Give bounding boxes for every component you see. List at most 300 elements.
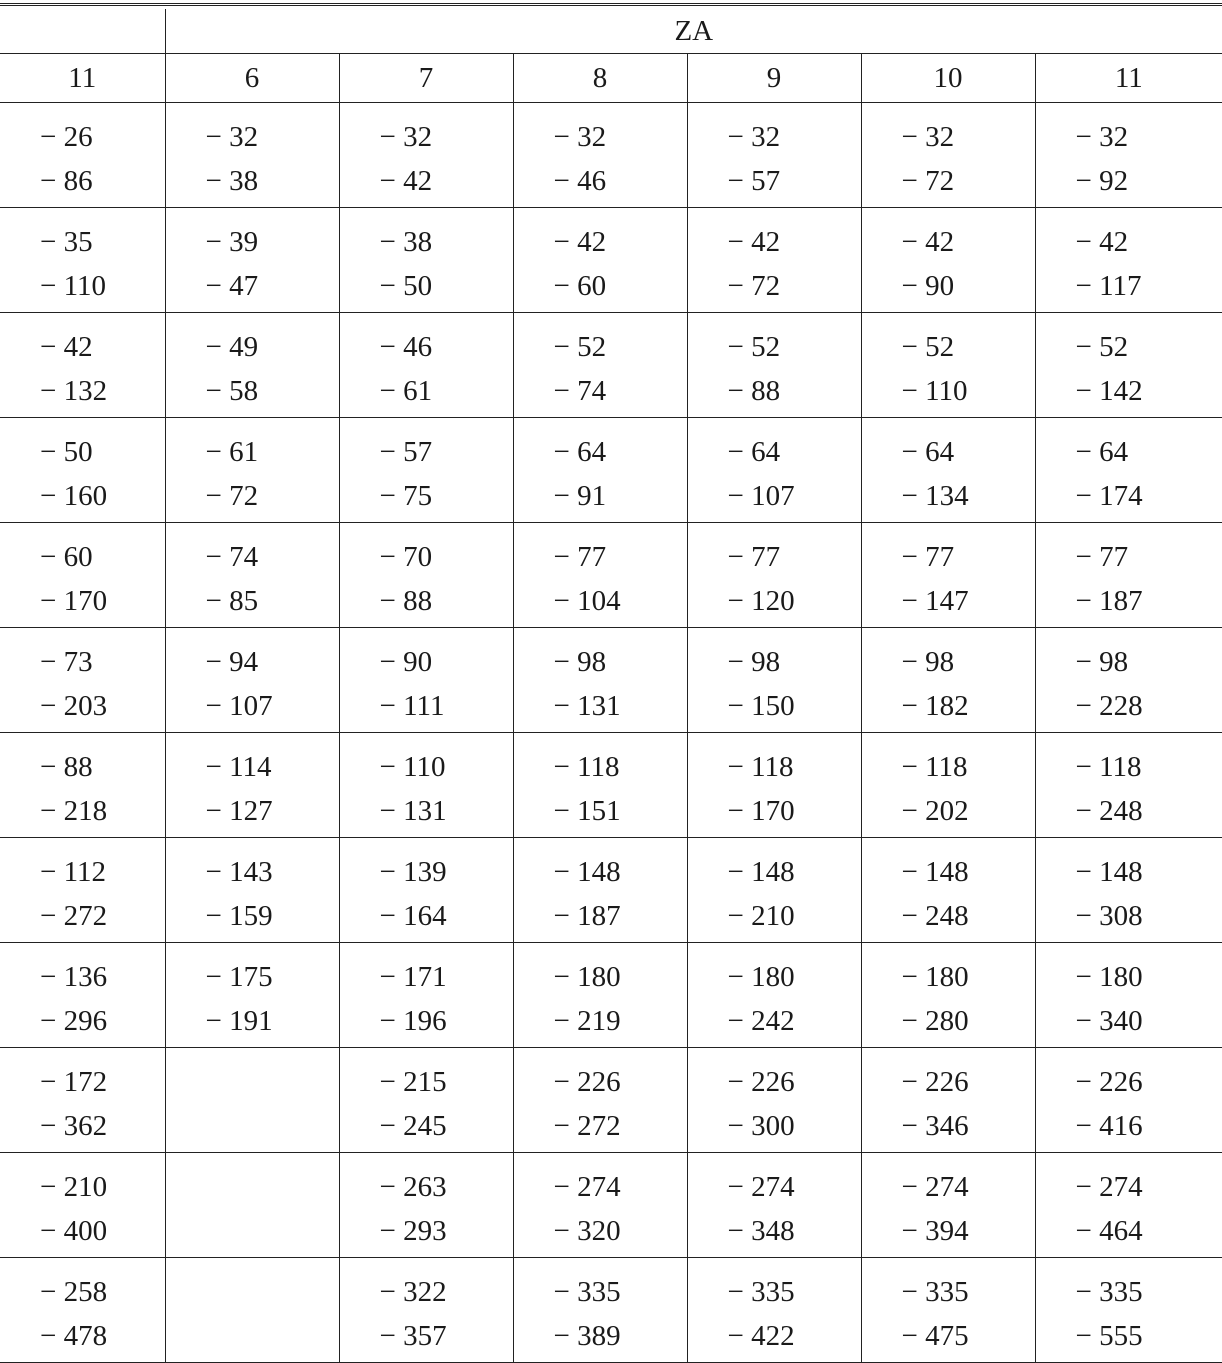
upper-deviation: − 52 xyxy=(1076,325,1222,369)
upper-deviation: − 73 xyxy=(40,640,165,684)
table-row xyxy=(0,1153,1222,1258)
upper-deviation: − 50 xyxy=(40,430,165,474)
upper-deviation: − 112 xyxy=(40,850,165,894)
upper-deviation: − 114 xyxy=(206,745,339,789)
lower-deviation: − 245 xyxy=(380,1104,513,1148)
upper-deviation: − 90 xyxy=(380,640,513,684)
lower-deviation: − 555 xyxy=(1076,1314,1222,1358)
cell-values xyxy=(862,628,1035,728)
table-cell xyxy=(513,523,687,628)
cell-values xyxy=(514,208,687,308)
upper-deviation: − 98 xyxy=(1076,640,1222,684)
lower-deviation: − 85 xyxy=(206,579,339,623)
table-cell xyxy=(687,838,861,943)
table-cell xyxy=(861,733,1035,838)
lower-deviation: − 131 xyxy=(554,684,687,728)
cell-values xyxy=(1036,1258,1222,1358)
upper-deviation: − 77 xyxy=(1076,535,1222,579)
lower-deviation xyxy=(206,1104,339,1148)
table-cell xyxy=(1035,1258,1222,1363)
lower-deviation: − 104 xyxy=(554,579,687,623)
cell-values xyxy=(340,103,513,203)
column-header: 10 xyxy=(861,54,1035,103)
lower-deviation: − 132 xyxy=(40,369,165,413)
table-cell xyxy=(165,103,339,208)
cell-values xyxy=(862,208,1035,308)
lower-deviation: − 38 xyxy=(206,159,339,203)
lower-deviation: − 340 xyxy=(1076,999,1222,1043)
table-cell xyxy=(861,313,1035,418)
table-cell xyxy=(687,628,861,733)
upper-deviation: − 32 xyxy=(554,115,687,159)
table-cell xyxy=(513,838,687,943)
cell-values xyxy=(166,1048,339,1148)
table-cell xyxy=(1035,838,1222,943)
lower-deviation: − 191 xyxy=(206,999,339,1043)
lower-deviation: − 357 xyxy=(380,1314,513,1358)
table-cell xyxy=(513,733,687,838)
table-cell xyxy=(1035,733,1222,838)
upper-deviation: − 32 xyxy=(380,115,513,159)
cell-values xyxy=(688,943,861,1043)
table-cell xyxy=(861,208,1035,313)
table-cell xyxy=(339,628,513,733)
table-cell xyxy=(0,943,165,1048)
cell-values xyxy=(688,1258,861,1358)
lower-deviation: − 131 xyxy=(380,789,513,833)
column-header: 11 xyxy=(0,54,165,103)
cell-values xyxy=(340,418,513,518)
lower-deviation: − 170 xyxy=(40,579,165,623)
cell-values xyxy=(1036,313,1222,413)
table-row xyxy=(0,1258,1222,1363)
upper-deviation: − 136 xyxy=(40,955,165,999)
table-cell xyxy=(0,313,165,418)
cell-values xyxy=(340,628,513,728)
lower-deviation: − 57 xyxy=(728,159,861,203)
upper-deviation: − 171 xyxy=(380,955,513,999)
table-cell xyxy=(165,628,339,733)
upper-deviation: − 335 xyxy=(728,1270,861,1314)
cell-values xyxy=(1036,943,1222,1043)
table-cell xyxy=(861,1048,1035,1153)
cell-values xyxy=(0,628,165,728)
cell-values xyxy=(688,103,861,203)
column-header: 6 xyxy=(165,54,339,103)
table-cell xyxy=(339,1258,513,1363)
lower-deviation: − 58 xyxy=(206,369,339,413)
table-cell xyxy=(1035,1048,1222,1153)
lower-deviation: − 187 xyxy=(1076,579,1222,623)
cell-values xyxy=(340,1153,513,1253)
table-cell xyxy=(339,1153,513,1258)
cell-values xyxy=(514,628,687,728)
lower-deviation: − 308 xyxy=(1076,894,1222,938)
cell-values xyxy=(514,313,687,413)
table-cell xyxy=(1035,418,1222,523)
cell-values xyxy=(340,1258,513,1358)
table-cell xyxy=(513,313,687,418)
upper-deviation: − 274 xyxy=(728,1165,861,1209)
cell-values xyxy=(166,103,339,203)
lower-deviation: − 174 xyxy=(1076,474,1222,518)
upper-deviation: − 210 xyxy=(40,1165,165,1209)
upper-deviation: − 32 xyxy=(1076,115,1222,159)
cell-values xyxy=(1036,208,1222,308)
upper-deviation: − 180 xyxy=(1076,955,1222,999)
table-cell xyxy=(0,523,165,628)
table-row xyxy=(0,208,1222,313)
upper-deviation: − 88 xyxy=(40,745,165,789)
table-cell xyxy=(165,418,339,523)
upper-deviation: − 64 xyxy=(1076,430,1222,474)
cell-values xyxy=(0,418,165,518)
cell-values xyxy=(166,628,339,728)
upper-deviation: − 118 xyxy=(902,745,1035,789)
lower-deviation: − 75 xyxy=(380,474,513,518)
lower-deviation: − 219 xyxy=(554,999,687,1043)
lower-deviation: − 86 xyxy=(40,159,165,203)
upper-deviation: − 274 xyxy=(1076,1165,1222,1209)
table-cell xyxy=(687,313,861,418)
table-cell xyxy=(687,1048,861,1153)
upper-deviation: − 46 xyxy=(380,325,513,369)
upper-deviation: − 38 xyxy=(380,220,513,264)
cell-values xyxy=(862,943,1035,1043)
lower-deviation: − 182 xyxy=(902,684,1035,728)
lower-deviation: − 346 xyxy=(902,1104,1035,1148)
upper-deviation: − 32 xyxy=(902,115,1035,159)
lower-deviation: − 127 xyxy=(206,789,339,833)
table-cell xyxy=(0,733,165,838)
lower-deviation: − 50 xyxy=(380,264,513,308)
table-cell xyxy=(861,103,1035,208)
lower-deviation: − 91 xyxy=(554,474,687,518)
upper-deviation: − 274 xyxy=(554,1165,687,1209)
upper-deviation: − 74 xyxy=(206,535,339,579)
upper-deviation: − 215 xyxy=(380,1060,513,1104)
table-cell xyxy=(861,1153,1035,1258)
table-cell xyxy=(0,418,165,523)
upper-deviation: − 52 xyxy=(728,325,861,369)
upper-deviation: − 226 xyxy=(728,1060,861,1104)
lower-deviation: − 210 xyxy=(728,894,861,938)
table-cell xyxy=(687,208,861,313)
table-cell xyxy=(513,1258,687,1363)
upper-deviation: − 32 xyxy=(206,115,339,159)
table-cell xyxy=(1035,313,1222,418)
lower-deviation: − 47 xyxy=(206,264,339,308)
lower-deviation: − 92 xyxy=(1076,159,1222,203)
lower-deviation: − 107 xyxy=(728,474,861,518)
lower-deviation: − 110 xyxy=(40,264,165,308)
cell-values xyxy=(862,838,1035,938)
upper-deviation: − 98 xyxy=(554,640,687,684)
upper-deviation: − 32 xyxy=(728,115,861,159)
lower-deviation: − 117 xyxy=(1076,264,1222,308)
upper-deviation: − 110 xyxy=(380,745,513,789)
table-row xyxy=(0,523,1222,628)
lower-deviation: − 394 xyxy=(902,1209,1035,1253)
table-cell xyxy=(687,1153,861,1258)
top-double-rule xyxy=(0,3,1222,6)
cell-values xyxy=(1036,1153,1222,1253)
cell-values xyxy=(340,733,513,833)
table-row xyxy=(0,733,1222,838)
cell-values xyxy=(688,838,861,938)
cell-values xyxy=(862,523,1035,623)
table-cell xyxy=(513,208,687,313)
table-cell xyxy=(861,1258,1035,1363)
upper-deviation: − 118 xyxy=(554,745,687,789)
upper-deviation xyxy=(206,1060,339,1104)
cell-values xyxy=(514,1258,687,1358)
table-cell xyxy=(0,838,165,943)
cell-values xyxy=(0,943,165,1043)
cell-values xyxy=(862,103,1035,203)
upper-deviation: − 70 xyxy=(380,535,513,579)
tolerance-table xyxy=(0,9,1222,1363)
table-cell xyxy=(861,943,1035,1048)
lower-deviation: − 72 xyxy=(206,474,339,518)
upper-deviation: − 148 xyxy=(728,850,861,894)
upper-deviation: − 42 xyxy=(902,220,1035,264)
lower-deviation: − 248 xyxy=(1076,789,1222,833)
upper-deviation: − 226 xyxy=(554,1060,687,1104)
lower-deviation: − 61 xyxy=(380,369,513,413)
cell-values xyxy=(1036,103,1222,203)
table-cell xyxy=(0,1153,165,1258)
upper-deviation xyxy=(206,1270,339,1314)
table-cell xyxy=(1035,628,1222,733)
upper-deviation: − 98 xyxy=(728,640,861,684)
upper-deviation: − 180 xyxy=(728,955,861,999)
cell-values xyxy=(0,103,165,203)
cell-values xyxy=(862,313,1035,413)
table-cell xyxy=(339,313,513,418)
cell-values xyxy=(166,418,339,518)
table-cell xyxy=(1035,943,1222,1048)
table-row xyxy=(0,103,1222,208)
lower-deviation: − 187 xyxy=(554,894,687,938)
cell-values xyxy=(166,943,339,1043)
table-cell xyxy=(339,208,513,313)
upper-deviation: − 180 xyxy=(554,955,687,999)
cell-values xyxy=(166,733,339,833)
lower-deviation: − 228 xyxy=(1076,684,1222,728)
lower-deviation: − 218 xyxy=(40,789,165,833)
lower-deviation: − 110 xyxy=(902,369,1035,413)
lower-deviation: − 160 xyxy=(40,474,165,518)
table-cell xyxy=(513,943,687,1048)
cell-values xyxy=(514,523,687,623)
upper-deviation: − 175 xyxy=(206,955,339,999)
cell-values xyxy=(1036,418,1222,518)
lower-deviation: − 272 xyxy=(40,894,165,938)
group-header-za: ZA xyxy=(165,9,1222,54)
table-cell xyxy=(1035,103,1222,208)
lower-deviation: − 248 xyxy=(902,894,1035,938)
cell-values xyxy=(1036,523,1222,623)
lower-deviation: − 120 xyxy=(728,579,861,623)
cell-values xyxy=(514,1048,687,1148)
cell-values xyxy=(514,838,687,938)
cell-values xyxy=(688,733,861,833)
table-cell xyxy=(339,523,513,628)
cell-values xyxy=(0,838,165,938)
cell-values xyxy=(862,733,1035,833)
table-cell xyxy=(339,103,513,208)
cell-values xyxy=(340,313,513,413)
cell-values xyxy=(340,943,513,1043)
column-header: 11 xyxy=(1035,54,1222,103)
table-cell xyxy=(339,418,513,523)
upper-deviation: − 263 xyxy=(380,1165,513,1209)
table-cell xyxy=(687,523,861,628)
upper-deviation: − 49 xyxy=(206,325,339,369)
lower-deviation: − 60 xyxy=(554,264,687,308)
cell-values xyxy=(688,313,861,413)
table-cell xyxy=(1035,1153,1222,1258)
upper-deviation: − 35 xyxy=(40,220,165,264)
table-row xyxy=(0,418,1222,523)
upper-deviation: − 42 xyxy=(1076,220,1222,264)
table-row xyxy=(0,943,1222,1048)
lower-deviation: − 478 xyxy=(40,1314,165,1358)
cell-values xyxy=(0,1153,165,1253)
upper-deviation: − 258 xyxy=(40,1270,165,1314)
upper-deviation: − 335 xyxy=(902,1270,1035,1314)
upper-deviation: − 118 xyxy=(728,745,861,789)
cell-values xyxy=(1036,628,1222,728)
cell-values xyxy=(1036,838,1222,938)
upper-deviation: − 172 xyxy=(40,1060,165,1104)
cell-values xyxy=(862,1258,1035,1358)
lower-deviation xyxy=(206,1314,339,1358)
table-row xyxy=(0,838,1222,943)
cell-values xyxy=(340,1048,513,1148)
upper-deviation: − 64 xyxy=(728,430,861,474)
cell-values xyxy=(688,523,861,623)
table-cell xyxy=(513,1048,687,1153)
table-cell xyxy=(165,523,339,628)
upper-deviation: − 274 xyxy=(902,1165,1035,1209)
lower-deviation: − 475 xyxy=(902,1314,1035,1358)
upper-deviation: − 77 xyxy=(728,535,861,579)
column-header-row xyxy=(0,54,1222,103)
upper-deviation: − 52 xyxy=(554,325,687,369)
upper-deviation: − 42 xyxy=(728,220,861,264)
upper-deviation: − 335 xyxy=(554,1270,687,1314)
column-header: 9 xyxy=(687,54,861,103)
lower-deviation: − 74 xyxy=(554,369,687,413)
cell-values xyxy=(0,313,165,413)
empty-corner-cell xyxy=(0,9,165,54)
column-header: 8 xyxy=(513,54,687,103)
lower-deviation: − 196 xyxy=(380,999,513,1043)
lower-deviation: − 300 xyxy=(728,1104,861,1148)
cell-values xyxy=(514,943,687,1043)
cell-values xyxy=(688,1048,861,1148)
lower-deviation: − 42 xyxy=(380,159,513,203)
upper-deviation: − 57 xyxy=(380,430,513,474)
table-cell xyxy=(1035,208,1222,313)
table-cell xyxy=(339,838,513,943)
cell-values xyxy=(1036,1048,1222,1148)
lower-deviation: − 90 xyxy=(902,264,1035,308)
lower-deviation: − 296 xyxy=(40,999,165,1043)
table-cell xyxy=(687,943,861,1048)
lower-deviation: − 111 xyxy=(380,684,513,728)
table-cell xyxy=(165,1153,339,1258)
lower-deviation: − 46 xyxy=(554,159,687,203)
upper-deviation: − 118 xyxy=(1076,745,1222,789)
table-cell xyxy=(0,1258,165,1363)
lower-deviation: − 147 xyxy=(902,579,1035,623)
upper-deviation xyxy=(206,1165,339,1209)
cell-values xyxy=(862,1048,1035,1148)
table-cell xyxy=(165,943,339,1048)
upper-deviation: − 139 xyxy=(380,850,513,894)
lower-deviation: − 280 xyxy=(902,999,1035,1043)
lower-deviation: − 464 xyxy=(1076,1209,1222,1253)
lower-deviation: − 202 xyxy=(902,789,1035,833)
upper-deviation: − 64 xyxy=(902,430,1035,474)
cell-values xyxy=(166,208,339,308)
cell-values xyxy=(166,838,339,938)
cell-values xyxy=(514,1153,687,1253)
lower-deviation: − 320 xyxy=(554,1209,687,1253)
table-cell xyxy=(339,1048,513,1153)
lower-deviation: − 203 xyxy=(40,684,165,728)
lower-deviation: − 348 xyxy=(728,1209,861,1253)
lower-deviation: − 72 xyxy=(902,159,1035,203)
upper-deviation: − 52 xyxy=(902,325,1035,369)
lower-deviation: − 72 xyxy=(728,264,861,308)
upper-deviation: − 143 xyxy=(206,850,339,894)
table-cell xyxy=(513,418,687,523)
lower-deviation: − 242 xyxy=(728,999,861,1043)
lower-deviation: − 107 xyxy=(206,684,339,728)
lower-deviation: − 159 xyxy=(206,894,339,938)
table-row xyxy=(0,313,1222,418)
upper-deviation: − 226 xyxy=(902,1060,1035,1104)
table-cell xyxy=(861,838,1035,943)
table-cell xyxy=(165,838,339,943)
lower-deviation: − 293 xyxy=(380,1209,513,1253)
table-cell xyxy=(0,208,165,313)
table-row xyxy=(0,628,1222,733)
table-cell xyxy=(687,733,861,838)
cell-values xyxy=(688,418,861,518)
upper-deviation: − 148 xyxy=(1076,850,1222,894)
cell-values xyxy=(0,1048,165,1148)
table-cell xyxy=(165,313,339,418)
cell-values xyxy=(166,1153,339,1253)
table-cell xyxy=(1035,523,1222,628)
lower-deviation: − 88 xyxy=(728,369,861,413)
cell-values xyxy=(340,208,513,308)
lower-deviation: − 170 xyxy=(728,789,861,833)
upper-deviation: − 94 xyxy=(206,640,339,684)
upper-deviation: − 148 xyxy=(902,850,1035,894)
upper-deviation: − 61 xyxy=(206,430,339,474)
lower-deviation xyxy=(206,1209,339,1253)
upper-deviation: − 77 xyxy=(554,535,687,579)
cell-values xyxy=(514,103,687,203)
cell-values xyxy=(688,628,861,728)
table-cell xyxy=(339,733,513,838)
